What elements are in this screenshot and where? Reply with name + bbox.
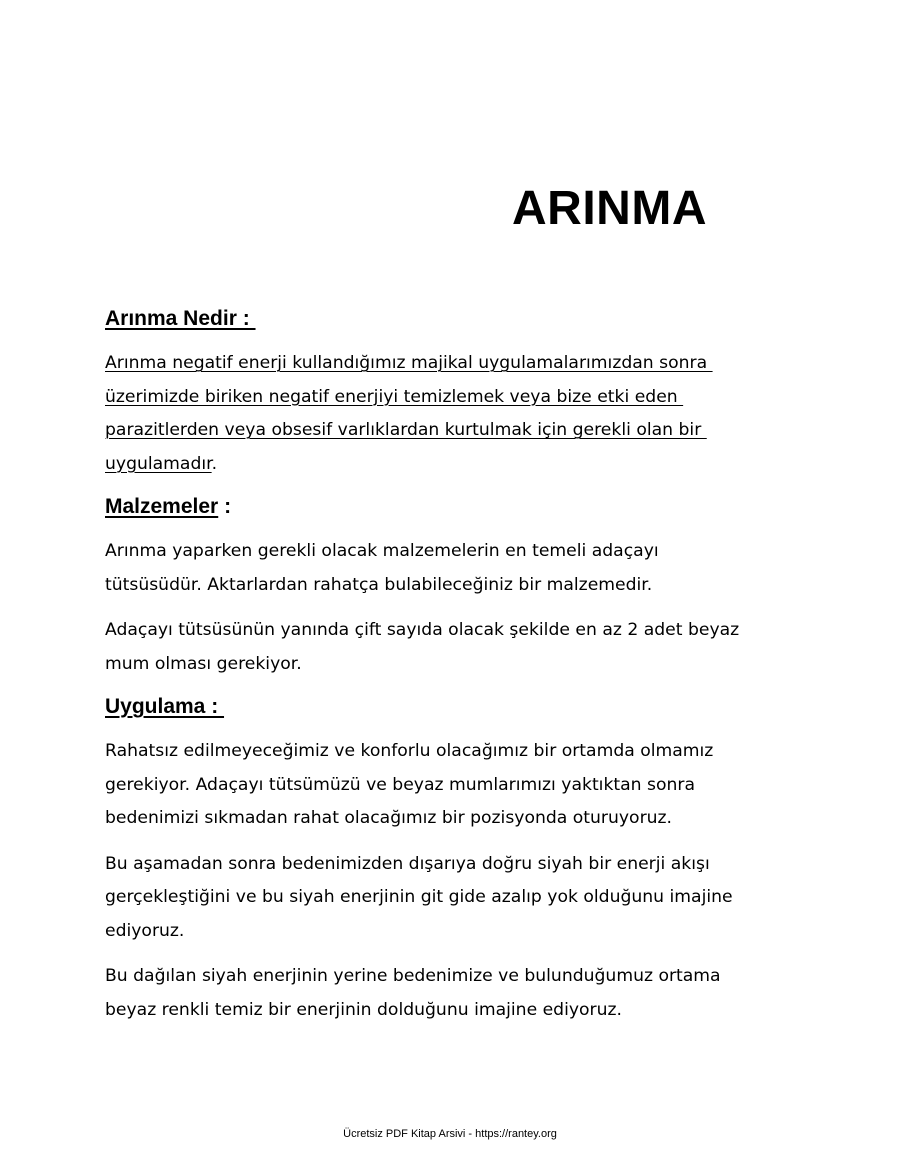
paragraph-line: mum olması gerekiyor. (105, 653, 302, 674)
paragraph-line: Arınma yaparken gerekli olacak malzemelerin en temeli adaçayı (105, 541, 659, 561)
paragraph-line: Adaçayı tütsüsünün yanında çift sayıda olacak şekilde en az 2 adet beyaz (105, 620, 740, 640)
paragraph-line: beyaz renkli temiz bir enerjinin dolduğunu imajine ediyoruz. (105, 999, 622, 1020)
section-paragraph (105, 848, 805, 949)
section-paragraph (105, 960, 805, 1027)
paragraph-line: tütsüsüdür. Aktarlardan rahatça bulabileceğiniz bir malzemedir. (105, 574, 653, 595)
paragraph-line: bedenimizi sıkmadan rahat olacağımız bir pozisyonda oturuyoruz. (105, 808, 673, 828)
paragraph-trailing-punctuation: . (211, 453, 218, 474)
section-paragraph (105, 535, 805, 602)
section-heading-arinma-nedir: Arınma Nedir : (105, 307, 256, 330)
page-footer: Ücretsiz PDF Kitap Arsivi - https://rantey.org (343, 1128, 557, 1140)
section-paragraph (105, 347, 805, 481)
paragraph-line: ediyoruz. (105, 920, 185, 941)
paragraph-line: Bu aşamadan sonra bedenimizden dışarıya doğru siyah bir enerji akışı (105, 853, 710, 874)
section-heading-uygulama: Uygulama : (105, 695, 225, 718)
section-paragraph (105, 735, 805, 836)
paragraph-line: Rahatsız edilmeyeceğimiz ve konforlu olacağımız bir ortamda olmamız (105, 741, 714, 761)
document-body (105, 305, 805, 1039)
paragraph-line: parazitlerden veya obsesif varlıklardan kurtulmak için gerekli olan bir (105, 420, 707, 440)
paragraph-line: gerekiyor. Adaçayı tütsümüzü ve beyaz mumlarımızı yaktıktan sonra (105, 774, 696, 795)
paragraph-line: Arınma negatif enerji kullandığımız majikal uygulamalarımızdan sonra (105, 353, 713, 373)
page-title: ARINMA (512, 182, 707, 235)
section-heading-malzemeler: Malzemeler : (105, 495, 232, 518)
paragraph-line: gerçekleştiğini ve bu siyah enerjinin git gide azalıp yok olduğunu imajine (105, 887, 733, 907)
section-paragraph (105, 614, 805, 681)
paragraph-line: üzerimizde biriken negatif enerjiyi temizlemek veya bize etki eden (105, 386, 684, 407)
paragraph-line: uygulamadır (105, 453, 212, 474)
paragraph-line: Bu dağılan siyah enerjinin yerine bedenimize ve bulunduğumuz ortama (105, 966, 721, 986)
